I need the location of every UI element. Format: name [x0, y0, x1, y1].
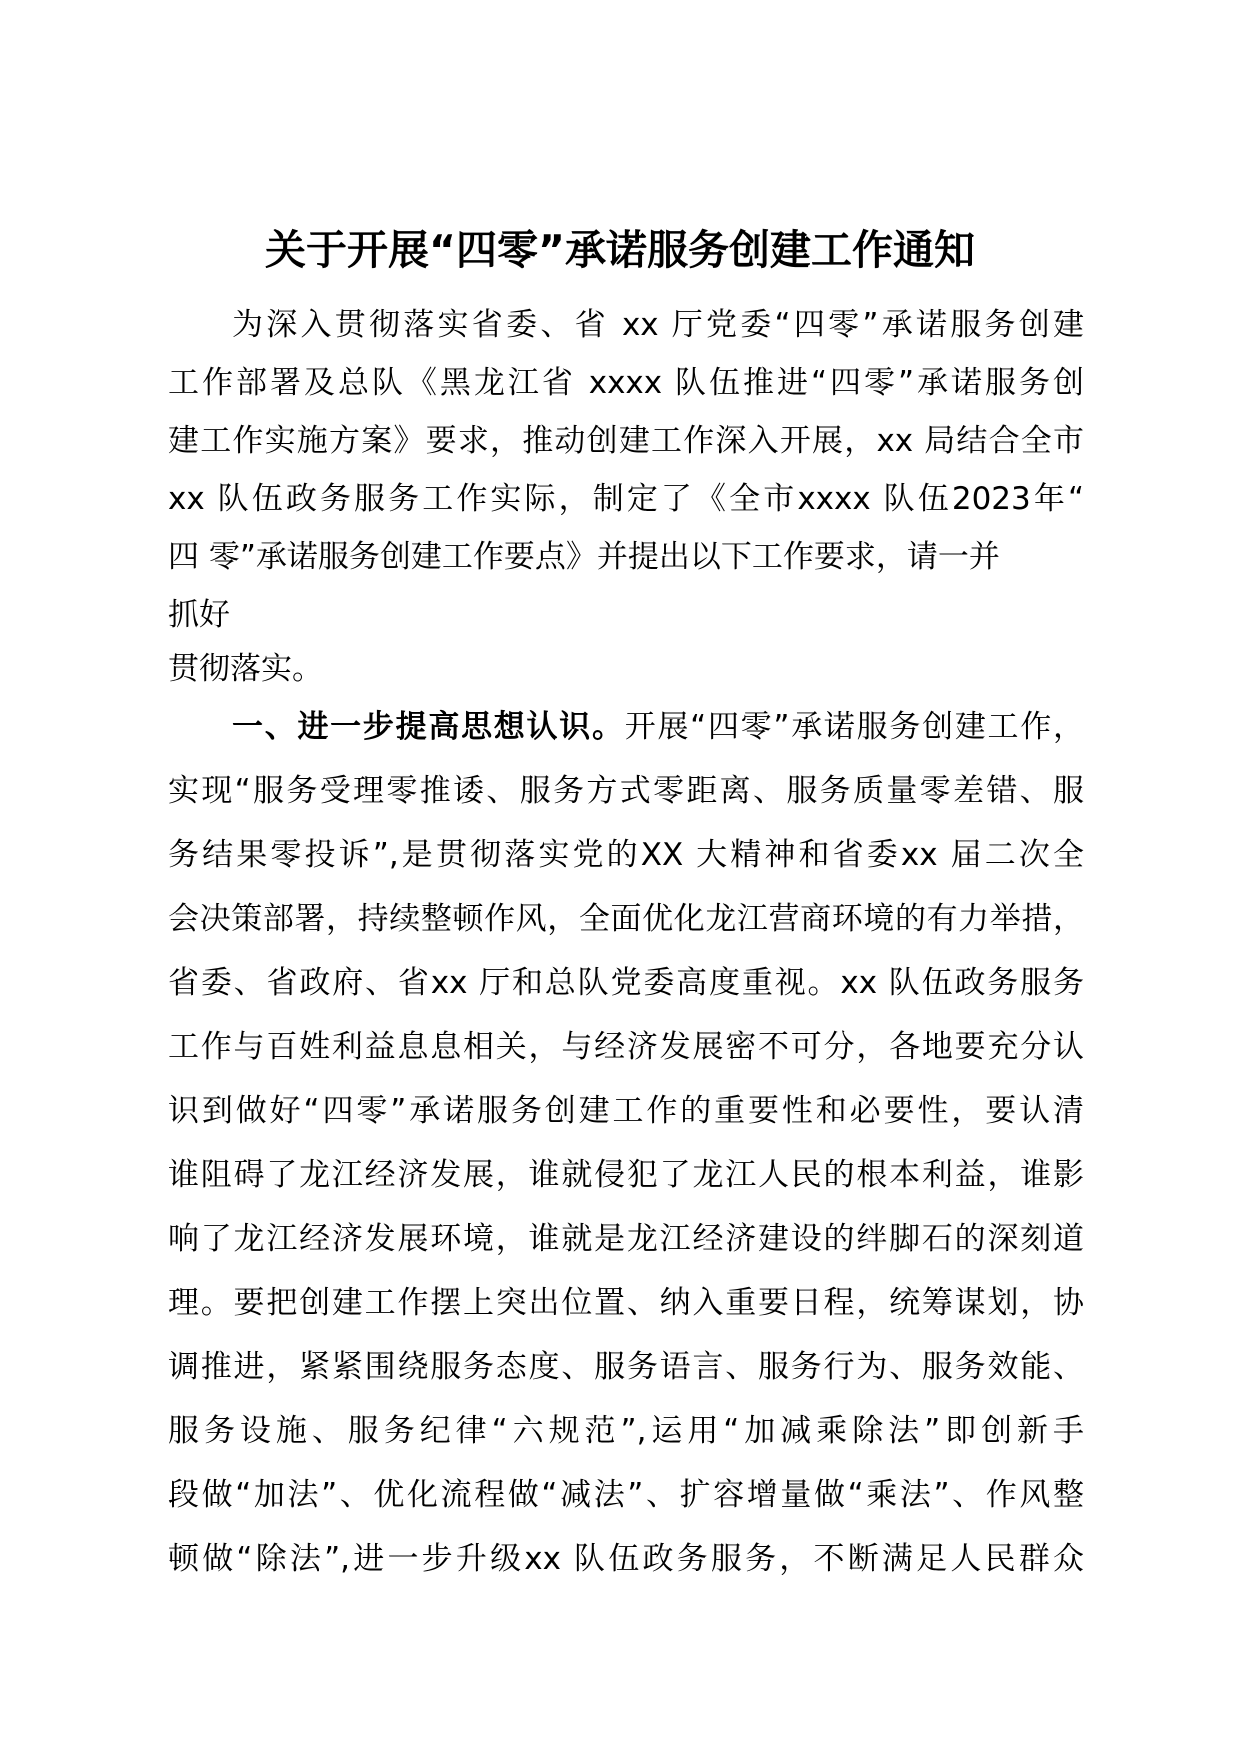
section-1-heading: 一、进一步提高思想认识。 — [232, 709, 625, 745]
section-1-line: 服务设施、服务纪律“六规范”,运用“加减乘除法”即创新手 — [168, 1413, 1084, 1449]
section-1-line: 识到做好“四零”承诺服务创建工作的重要性和必要性，要认清 — [168, 1093, 1084, 1129]
intro-line: 为深入贯彻落实省委、省 xx 厅党委“四零”承诺服务创建 — [232, 307, 1084, 343]
intro-line: 贯彻落实。 — [168, 651, 323, 687]
intro-line: 抓好 — [168, 597, 230, 633]
section-1-line: 段做“加法”、优化流程做“减法”、扩容增量做“乘法”、作风整 — [168, 1477, 1084, 1513]
section-1-line: 省委、省政府、省xx 厅和总队党委高度重视。xx 队伍政务服务 — [168, 965, 1084, 1001]
section-1-line: 务结果零投诉”,是贯彻落实党的XX 大精神和省委xx 届二次全 — [168, 837, 1084, 873]
intro-line: 建工作实施方案》要求，推动创建工作深入开展，xx 局结合全市 — [168, 423, 1084, 459]
intro-line: 工作部署及总队《黑龙江省 xxxx 队伍推进“四零”承诺服务创 — [168, 365, 1084, 401]
section-1-text: 开展“四零”承诺服务创建工作， — [624, 709, 1085, 745]
section-1-line: 工作与百姓利益息息相关，与经济发展密不可分，各地要充分认 — [168, 1029, 1084, 1065]
intro-line: 四 零”承诺服务创建工作要点》并提出以下工作要求，请一并 — [168, 539, 1000, 575]
section-1-line: 会决策部署，持续整顿作风，全面优化龙江营商环境的有力举措， — [168, 901, 1084, 937]
section-1-line: 谁阻碍了龙江经济发展，谁就侵犯了龙江人民的根本利益，谁影 — [168, 1157, 1084, 1193]
section-1-line: 响了龙江经济发展环境，谁就是龙江经济建设的绊脚石的深刻道 — [168, 1221, 1084, 1257]
intro-line: xx 队伍政务服务工作实际，制定了《全市xxxx 队伍2023年“ — [168, 481, 1084, 517]
section-1-line: 理。要把创建工作摆上突出位置、纳入重要日程，统筹谋划，协 — [168, 1285, 1084, 1321]
section-1-line: 实现“服务受理零推诿、服务方式零距离、服务质量零差错、服 — [168, 773, 1084, 809]
document-title: 关于开展“四零”承诺服务创建工作通知 — [265, 226, 975, 274]
section-1-first-line — [232, 705, 1084, 749]
section-1-line: 调推进，紧紧围绕服务态度、服务语言、服务行为、服务效能、 — [168, 1349, 1084, 1385]
section-1-line: 顿做“除法”,进一步升级xx 队伍政务服务，不断满足人民群众 — [168, 1541, 1084, 1577]
